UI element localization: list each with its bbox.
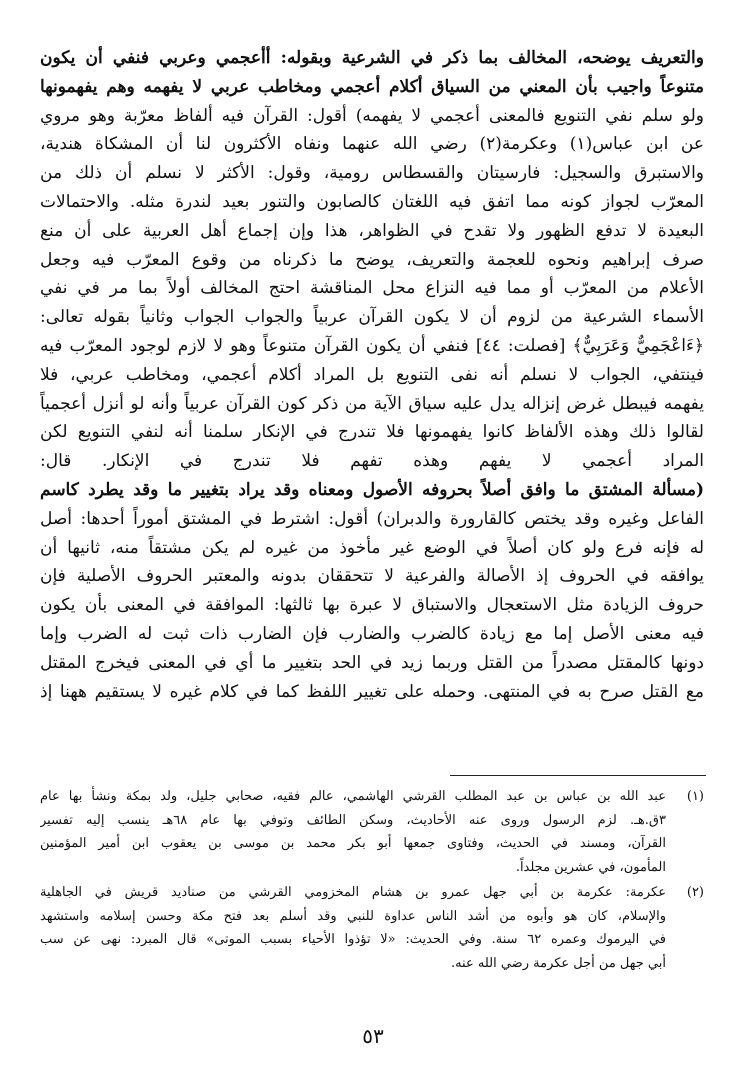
footnote-line: والإسلام، كان هو وأبوه من أشد الناس عداوة للنبي وقد أسلم بعد فتح مكة وحسن إسلامه واستشهد: [40, 908, 666, 924]
body-line: المراد أعجمي لا يفهم وهذه تفهم فلا تندرج في الإنكار. قال:: [40, 451, 704, 472]
footnote-line: المأمون، في عشرين مجلداً.: [515, 859, 666, 875]
body-line: والاستبرق والسجيل: فارسيتان والقسطاس رومية، وقول: الأكثر لا نسلم أن ذلك من: [40, 163, 704, 184]
body-line: الأعلام من المعرّب أو مما فيه النزاع محل المناقشة احتج المخالف أولاً بما مر في نفي: [40, 278, 704, 299]
body-line: حروف الزيادة مثل الاستعجال والاستباق لا عبرة بها ثالثها: الموافقة في المعنى بأن يكون: [40, 595, 704, 616]
body-line: الأسماء الشرعية من لزوم أن لا يكون القرآن عربياً والجواب الجواب وثانياً بقوله تعالى:: [40, 307, 704, 328]
body-line: ﴿ءَاعْجَمِيٌّ وَعَرَبِيٌّ﴾ [فصلت: ٤٤] فنفي أن يكون القرآن متنوعاً وهو لا لازم لوجود المعرّب فيه: [40, 335, 704, 356]
footnote: [40, 785, 704, 879]
main-text-block: [40, 44, 704, 706]
footnote-line: عبد الله بن عباس بن عبد المطلب القرشي الهاشمي، عالم فقيه، صحابي جليل، ولد بمكة ونشأ بها عام: [40, 789, 666, 804]
body-line: فينتفي، الجواب لا نسلم أنه نفى التنويع بل المراد أكلام أعجمي، ومخاطب عربي، فلا: [40, 364, 704, 385]
body-line: له فإنه فرع ولو كان أصلاً في الوضع غير مأخوذ من غيره لم يكن مشتقاً منه، ثانيها أن: [40, 537, 704, 558]
body-line: دونها كالمقتل مصدراً من القتل وربما زيد في الحد بتغيير ما أي في المعنى فيخرج المقتل: [40, 652, 704, 673]
body-line: المعرّب لجواز كونه مما اتفق فيه اللغتان كالصابون والتنور بعيد لندرة مثله. والاحتمالات: [40, 191, 704, 212]
footnote-number: (١): [686, 789, 704, 804]
footnote-line: ٣ق.هـ. لزم الرسول وروى عنه الأحاديث، وسكن الطائف وتوفي بها عام ٦٨هـ ينسب إليه تفسير: [40, 812, 666, 828]
footnotes-block: [40, 785, 704, 975]
footnote-line: في اليرموك وعمره ٦٢ سنة. وفي الحديث: «لا تؤذوا الأحياء بسبب الموتى» قال المبرد: نهى عن سب: [40, 932, 666, 947]
footnote-number: (٢): [686, 885, 704, 900]
footnote: [40, 881, 704, 975]
body-line: يفهمه فيبطل غرض إنزاله يدل عليه سياق الآية من ذكر كون القرآن عربياً وأنه لو أنزل أعجمياً: [40, 393, 704, 414]
body-line: ولو سلم نفي التنويع فالمعنى أعجمي لا يفهمه) أقول: القرآن فيه ألفاظ معرّبة وهو مروي: [40, 105, 704, 126]
body-line: لقالوا ذلك وهذه الألفاظ كانوا يفهمونها فلا تندرج في الإنكار سلمنا أنه لنفي التنويع لكن: [40, 422, 704, 443]
page-number: ٥٣: [362, 1024, 384, 1048]
footnote-separator: [450, 775, 706, 776]
footnote-line: القرآن، ومسند في الحديث، وفتاوى جمعها أبو بكر محمد بن موسى بن يعقوب ابن أمير المؤمنين: [40, 836, 666, 851]
body-line: متنوعاً واجيب بأن المعني من السياق أكلام أعجمي ومخاطب عربي لا يفهمه وهم يفهمونها: [40, 76, 704, 97]
body-line: (مسألة المشتق ما وافق أصلاً بحروفه الأصول ومعناه وقد يراد بتغيير ما وقد يطرد كاسم: [40, 479, 704, 500]
body-line: فيه معنى الأصل إما مع زيادة كالضرب والضارب فإن الضارب ذات ثبت له الضرب وإما: [40, 623, 704, 644]
body-line: صرف إبراهيم ونحوه للعجمة والتعريف، يوضح ما ذكرناه من وقوع المعرّب فيه وجعل: [40, 249, 704, 270]
footnote-line: عكرمة: عكرمة بن أبي جهل عمرو بن هشام المخزومي القرشي من صناديد قريش في الجاهلية: [40, 885, 666, 900]
body-line: الفاعل وغيره وقد يختص كالقارورة والدبران) أقول: اشترط في المشتق أموراً أحدها: أصل: [40, 508, 704, 529]
body-line: البعيدة لا تدفع الظهور ولا تقدح في الظواهر، هذا وإن إجماع أهل العربية على أن منع: [40, 220, 704, 241]
body-line: مع القتل صرح به في المنتهى. وحمله على تغيير اللفظ كما في كلام غيره لا يستقيم ههنا إذ: [40, 681, 704, 702]
body-line: والتعريف يوضحه، المخالف بما ذكر في الشرعية وبقوله: أأعجمي وعربي فنفي أن يكون: [40, 48, 704, 68]
body-line: عن ابن عباس(١) وعكرمة(٢) رضي الله عنهما ونفاه الأكثرون لنا أن المشكاة هندية،: [40, 134, 704, 155]
body-line: يوافقه في الحروف إذ الأصالة والفرعية لا تتحققان بدونه والمعتبر الحروف الأصلية فإن: [40, 566, 704, 587]
footnote-line: أبي جهل من أجل عكرمة رضي الله عنه.: [450, 955, 666, 971]
